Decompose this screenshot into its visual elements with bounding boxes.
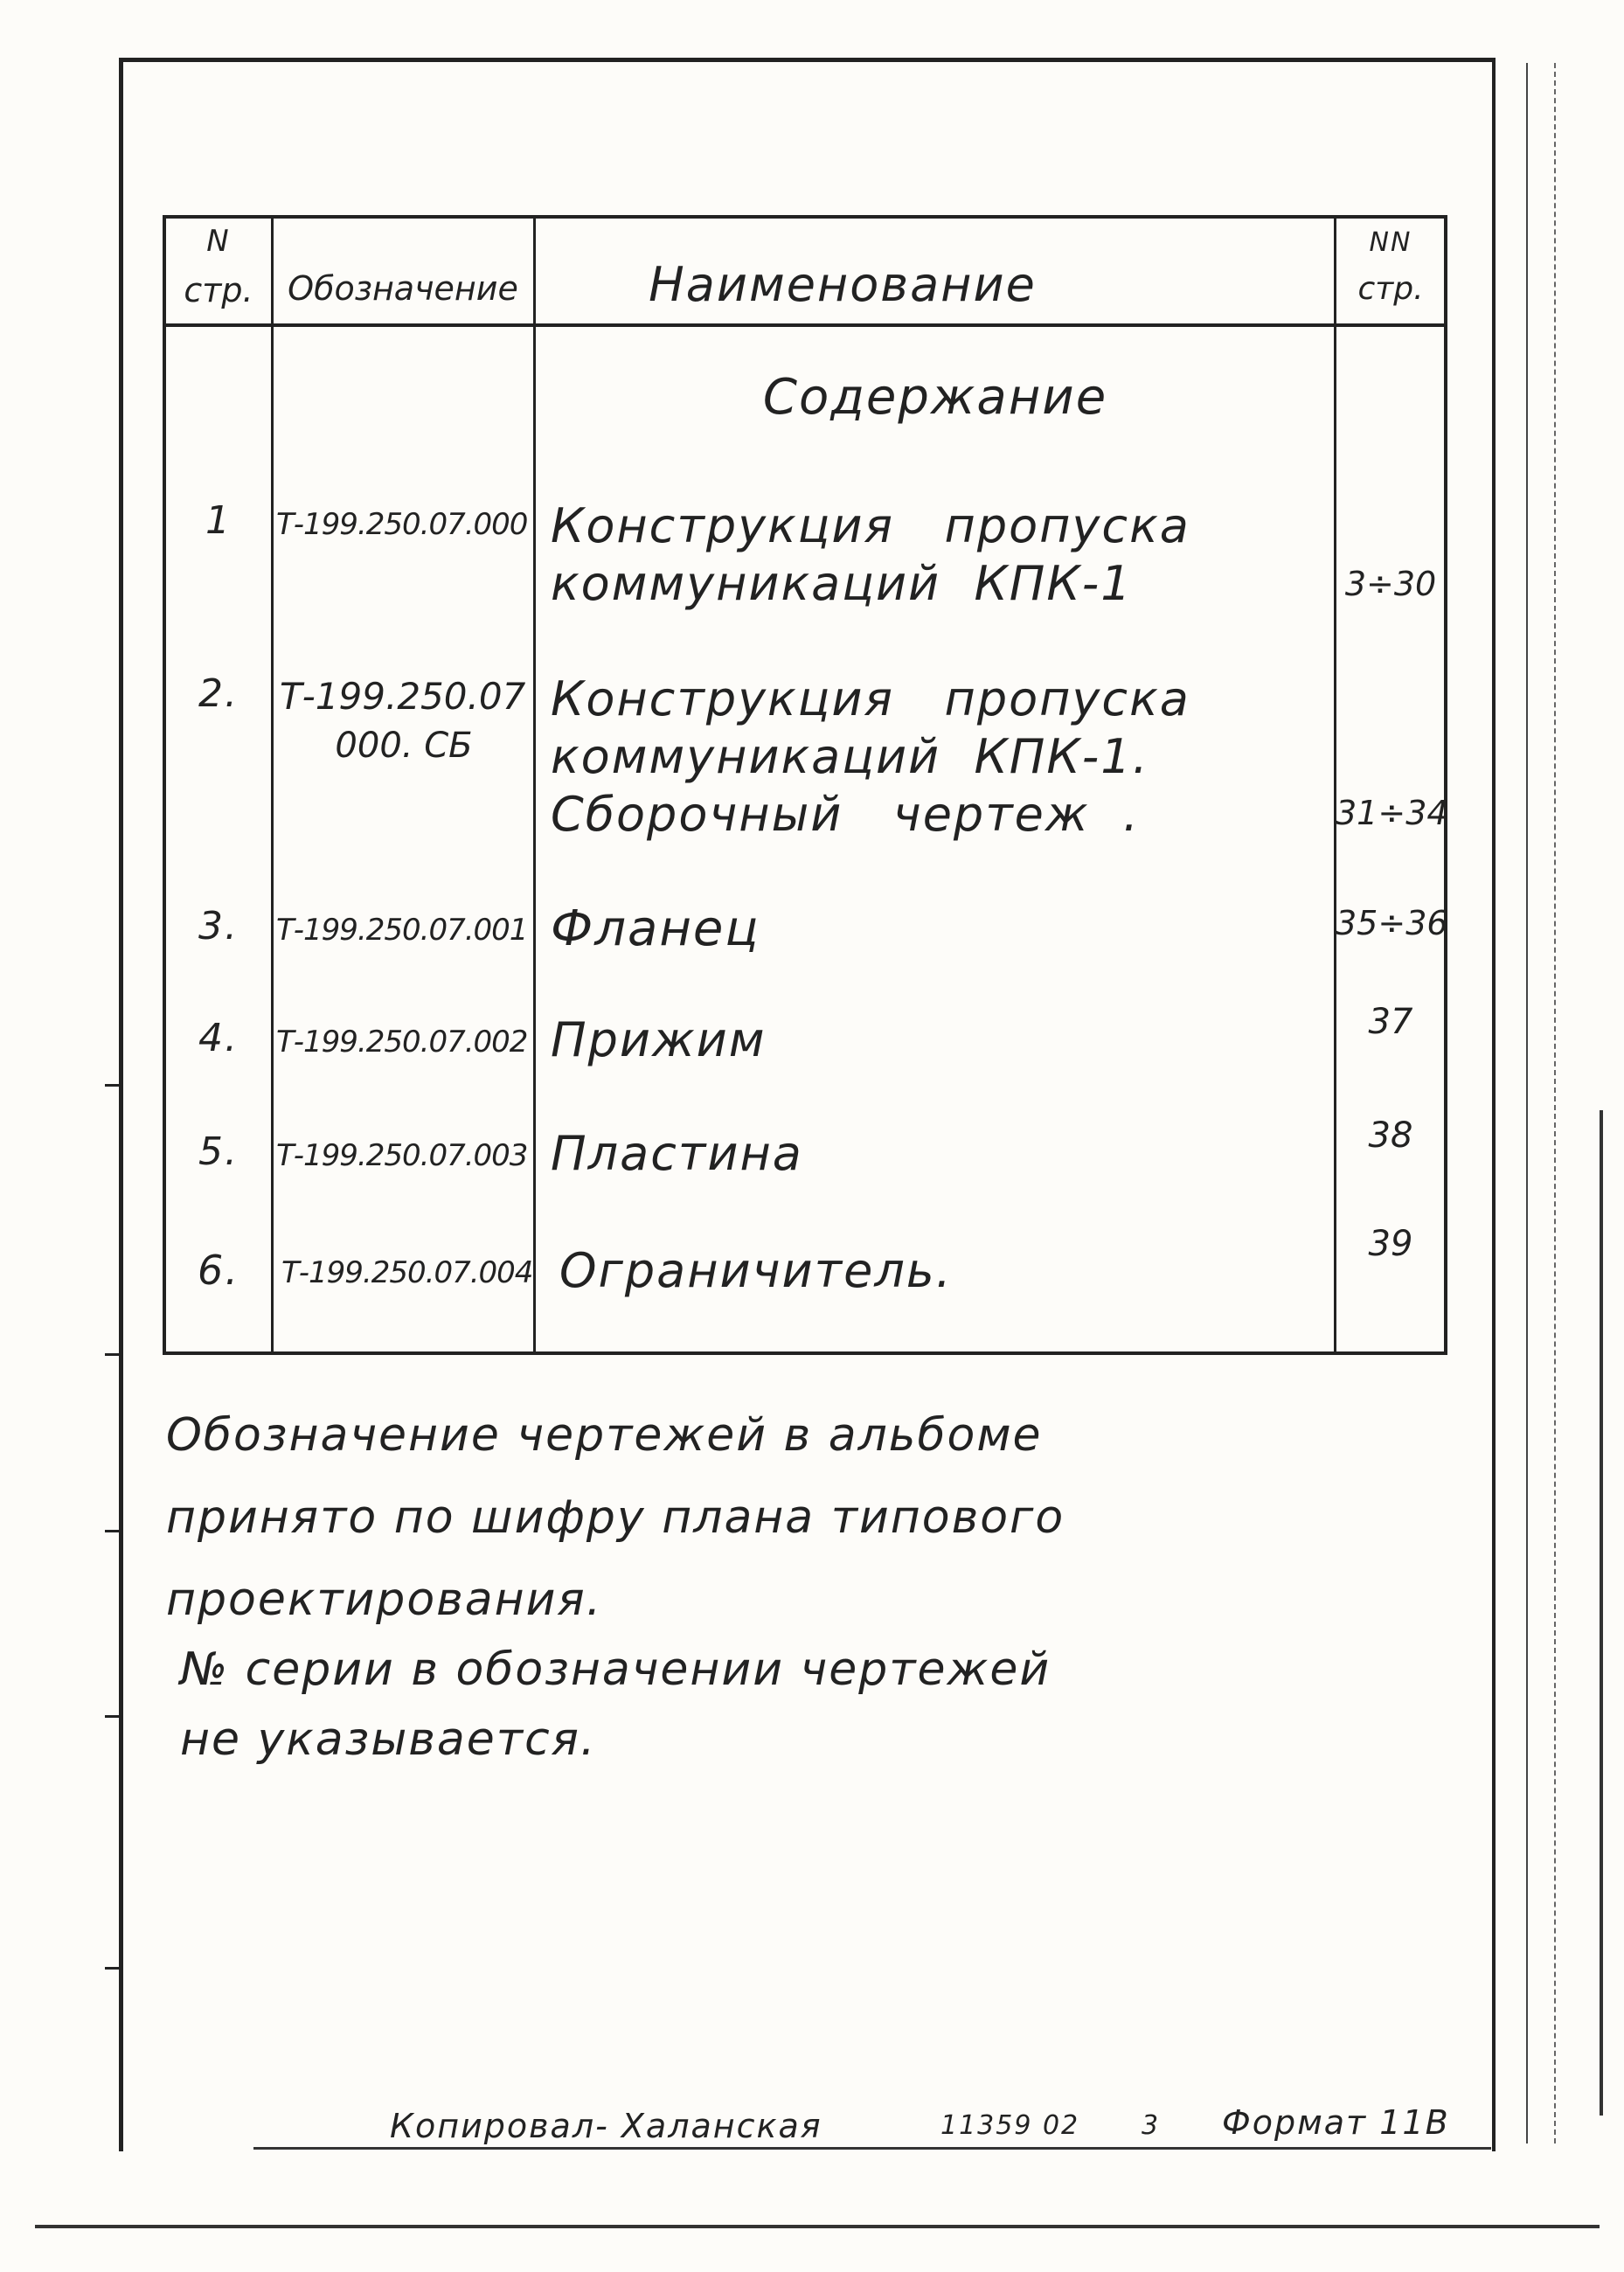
sheet-number: 3 — [1142, 2110, 1161, 2141]
page-edge-line — [35, 2225, 1600, 2228]
row-name-line: Фланец — [551, 900, 760, 957]
row-designation: Т-199.250.07.003 — [276, 1138, 528, 1173]
note-line: Обозначение чертежей в альбоме — [166, 1409, 1043, 1462]
row-designation-suffix: 000. СБ — [335, 726, 473, 766]
row-number: 6. — [198, 1247, 239, 1294]
margin-tick — [105, 1530, 122, 1532]
row-designation: Т-199.250.07.004 — [281, 1255, 533, 1290]
sheet-bottom-line — [253, 2147, 1491, 2150]
margin-tick — [105, 1084, 122, 1087]
row-number: 2. — [198, 671, 239, 716]
row-number: 5. — [198, 1129, 239, 1174]
row-number: 1 — [205, 498, 232, 543]
header-num-top: N — [206, 224, 231, 259]
row-name-line: Конструкция пропуска — [551, 498, 1190, 553]
paper-format: Формат 11В — [1222, 2103, 1450, 2142]
row-pages: 31÷34 — [1336, 794, 1448, 832]
order-number: 11359 02 — [940, 2110, 1080, 2141]
row-name-line: коммуникаций КПК-1 — [551, 556, 1133, 611]
copied-by: Копировал- Халанская — [390, 2107, 822, 2145]
binding-rule — [1526, 63, 1528, 2143]
row-pages: 39 — [1368, 1224, 1413, 1264]
column-divider — [1334, 219, 1336, 1351]
header-designation: Обозначение — [288, 269, 518, 308]
row-name-line: коммуникаций КПК-1. — [551, 729, 1149, 784]
note-line: не указывается. — [180, 1713, 597, 1766]
column-divider — [533, 219, 536, 1351]
header-pages-bottom: стр. — [1357, 271, 1424, 307]
section-title: Содержание — [762, 369, 1108, 426]
row-pages: 37 — [1368, 1002, 1413, 1042]
column-divider — [271, 219, 274, 1351]
row-designation: Т-199.250.07.001 — [276, 913, 528, 948]
row-name-line: Прижим — [551, 1012, 767, 1067]
row-name-line: Ограничитель. — [559, 1243, 953, 1298]
row-designation: Т-199.250.07.000 — [276, 507, 528, 542]
note-line: проектирования. — [166, 1574, 603, 1626]
header-pages-top: NN — [1369, 227, 1412, 258]
row-number: 4. — [198, 1016, 239, 1060]
margin-tick — [105, 1715, 122, 1718]
header-divider — [166, 323, 1444, 327]
row-pages: 3÷30 — [1344, 565, 1437, 603]
binding-dashed-rule — [1554, 63, 1556, 2143]
contents-table — [163, 215, 1447, 1355]
margin-tick — [105, 1967, 122, 1970]
row-designation: Т-199.250.07.002 — [276, 1025, 528, 1060]
row-pages: 38 — [1368, 1115, 1413, 1156]
note-line: № серии в обозначении чертежей — [180, 1643, 1051, 1696]
header-name: Наименование — [649, 257, 1037, 312]
margin-rule — [1600, 1110, 1603, 2116]
note-line: принято по шифру плана типового — [166, 1491, 1065, 1544]
row-number: 3. — [198, 904, 239, 948]
row-name-line: Сборочный чертеж . — [551, 787, 1141, 842]
row-pages: 35÷36 — [1336, 904, 1448, 942]
row-name-line: Конструкция пропуска — [551, 671, 1190, 726]
row-designation: Т-199.250.07 — [280, 675, 526, 718]
margin-tick — [105, 1353, 122, 1356]
row-name-line: Пластина — [551, 1126, 803, 1181]
header-num-bottom: стр. — [184, 271, 253, 309]
